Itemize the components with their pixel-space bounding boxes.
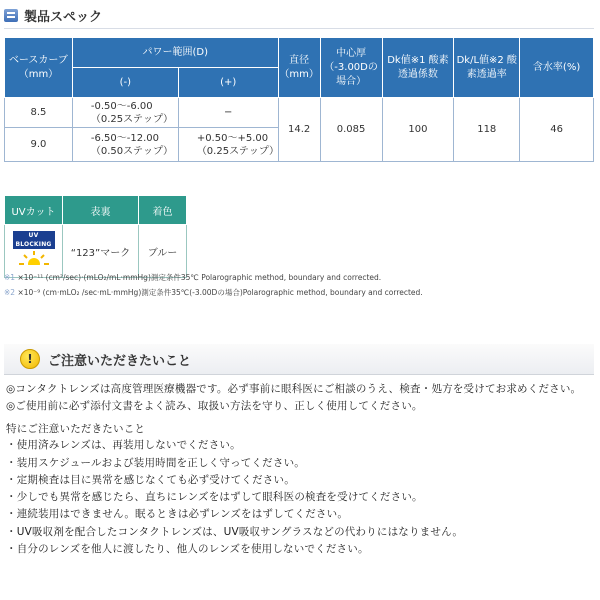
header-center-thickness: 中心厚（-3.00Dの場合） <box>320 38 382 98</box>
header-color: 着色 <box>139 196 187 225</box>
dkl-cell: 118 <box>454 98 520 162</box>
caution-list-item: ・定期検査は目に異常を感じなくても必ず受けてください。 <box>6 474 295 486</box>
footnote-mark: ※1 <box>4 273 16 282</box>
caution-title: ご注意いただきたいこと <box>48 353 192 369</box>
plus-range-cell: +0.50〜+5.00（0.25ステップ） <box>178 128 278 162</box>
header-dkl: Dk/L値※2 酸素透過率 <box>454 38 520 98</box>
uv-logo-text: UV BLOCKING <box>13 231 55 249</box>
footnote-2 <box>4 287 423 298</box>
footnote-text: ×10⁻¹¹ (cm²/sec)·(mLO₂/mL·mmHg)測定条件35℃ Polarographic method, boundary and corrected. <box>17 273 382 282</box>
plus-range-cell: − <box>178 98 278 128</box>
uv-blocking-logo <box>13 231 55 271</box>
caution-list-item: ・連続装用はできません。眠るときは必ずレンズをはずしてください。 <box>6 508 349 520</box>
header-power-range: パワー範囲(D) <box>72 38 278 68</box>
spec-section-header <box>4 2 594 29</box>
caution-list-item: ・UV吸収剤を配合したコンタクトレンズは、UV吸収サングラスなどの代わりにはなりません。 <box>6 526 464 538</box>
spec-table <box>4 37 594 162</box>
header-mark: 表裏 <box>63 196 139 225</box>
sun-icon <box>13 249 55 271</box>
caution-list-item: ・少しでも異常を感じたら、直ちにレンズをはずして眼科医の検査を受けてください。 <box>6 491 423 503</box>
footnote-text: ×10⁻⁹ (cm·mLO₂ /sec·mL·mmHg)測定条件35℃(-3.00Dの場合)Polarographic method, boundary and corrected. <box>17 288 423 297</box>
footnote-1 <box>4 272 381 283</box>
footnote-mark: ※2 <box>4 288 16 297</box>
header-minus: (-) <box>72 68 178 98</box>
header-base-curve: ベースカーブ（mm） <box>5 38 73 98</box>
water-content-cell: 46 <box>520 98 594 162</box>
caution-list-item: ・使用済みレンズは、再装用しないでください。 <box>6 439 241 451</box>
caution-list-item: ・自分のレンズを他人に渡したり、他人のレンズを使用しないでください。 <box>6 543 369 555</box>
dk-cell: 100 <box>382 98 454 162</box>
exclamation-icon: ! <box>20 349 40 369</box>
caution-list-item: ・装用スケジュールおよび装用時間を正しく守ってください。 <box>6 457 305 469</box>
uv-table <box>4 195 187 278</box>
spec-section-title: 製品スペック <box>24 9 103 25</box>
header-diameter: 直径（mm） <box>278 38 320 98</box>
center-thickness-cell: 0.085 <box>320 98 382 162</box>
header-dk: Dk値※1 酸素透過係数 <box>382 38 454 98</box>
base-curve-cell: 9.0 <box>5 128 73 162</box>
caution-intro-line: ◎コンタクトレンズは高度管理医療機器です。必ず事前に眼科医にご相談のうえ、検査・処方を受けてお求めください。 <box>6 383 582 395</box>
section-icon <box>4 9 18 22</box>
minus-range-cell: -6.50〜-12.00（0.50ステップ） <box>72 128 178 162</box>
caution-intro-line: ◎ご使用前に必ず添付文書をよく読み、取扱い方法を守り、正しく使用してください。 <box>6 400 423 412</box>
mark-cell: “123”マーク <box>63 225 139 278</box>
caution-subheading: 特にご注意いただきたいこと <box>6 423 146 435</box>
color-cell: ブルー <box>139 225 187 278</box>
minus-range-cell: -0.50〜-6.00（0.25ステップ） <box>72 98 178 128</box>
table-row <box>5 98 594 128</box>
header-plus: (+) <box>178 68 278 98</box>
caution-section-header <box>4 344 594 375</box>
diameter-cell: 14.2 <box>278 98 320 162</box>
base-curve-cell: 8.5 <box>5 98 73 128</box>
uv-logo-cell <box>5 225 63 278</box>
header-water-content: 含水率(%) <box>520 38 594 98</box>
header-uv-cut: UVカット <box>5 196 63 225</box>
table-row <box>5 225 187 278</box>
